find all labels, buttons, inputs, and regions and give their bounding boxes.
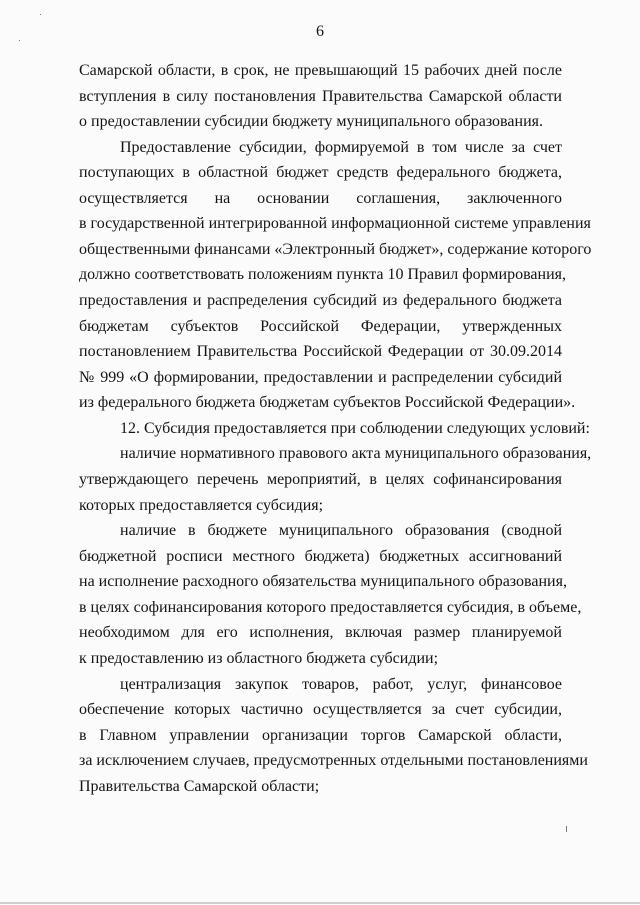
scan-speck: [40, 14, 41, 15]
text-line: осуществляется на основании соглашения, заключенного: [79, 190, 562, 207]
text-line: в Главном управлении организации торгов Самарской области,: [79, 727, 562, 744]
page-number: 6: [316, 23, 324, 40]
text-line: утверждающего перечень мероприятий, в целях софинансирования: [79, 471, 562, 488]
text-line: бюджетам субъектов Российской Федерации, утвержденных: [79, 318, 562, 335]
text-line: должно соответствовать положениям пункта 10 Правил формирования,: [79, 266, 566, 283]
text-line: за исключением случаев, предусмотренных отдельными постановлениями: [79, 752, 588, 769]
text-line: Предоставление субсидии, формируемой в том числе за счет: [120, 139, 562, 156]
text-line: № 999 «О формировании, предоставлении и распределении субсидий: [79, 369, 562, 386]
text-line: постановлением Правительства Российской Федерации от 30.09.2014: [79, 343, 562, 360]
text-line: вступления в силу постановления Правительства Самарской области: [79, 88, 562, 105]
text-line: из федерального бюджета бюджетам субъектов Российской Федерации».: [79, 394, 576, 411]
text-line: которых предоставляется субсидия;: [79, 497, 324, 514]
text-line: предоставления и распределения субсидий из федерального бюджета: [79, 292, 562, 309]
text-line: Правительства Самарской области;: [79, 778, 320, 795]
text-line: на исполнение расходного обязательства муниципального образования,: [79, 573, 567, 590]
text-line: поступающих в областной бюджет средств федерального бюджета,: [79, 164, 562, 181]
text-line: централизация закупок товаров, работ, услуг, финансовое: [120, 676, 562, 693]
text-line: в государственной интегрированной информационной системе управления: [79, 215, 591, 232]
text-line: наличие в бюджете муниципального образования (сводной: [120, 522, 562, 539]
text-line: общественными финансами «Электронный бюджет», содержание которого: [79, 241, 592, 258]
text-line: в целях софинансирования которого предоставляется субсидия, в объеме,: [79, 599, 582, 616]
text-line: наличие нормативного правового акта муниципального образования,: [120, 445, 592, 462]
text-line: обеспечение которых частично осуществляется за счет субсидии,: [79, 701, 562, 718]
section-heading: 12. Субсидия предоставляется при соблюдении следующих условий:: [120, 420, 590, 437]
text-line: бюджетной росписи местного бюджета) бюджетных ассигнований: [79, 548, 562, 565]
text-line: о предоставлении субсидии бюджету муниципального образования.: [79, 113, 543, 130]
text-line: к предоставлению из областного бюджета субсидии;: [79, 650, 439, 667]
text-line: необходимом для его исполнения, включая размер планируемой: [79, 624, 562, 641]
text-line: Самарской области, в срок, не превышающий 15 рабочих дней после: [79, 62, 562, 79]
scan-speck: [566, 826, 567, 832]
page-edge: [0, 902, 640, 904]
